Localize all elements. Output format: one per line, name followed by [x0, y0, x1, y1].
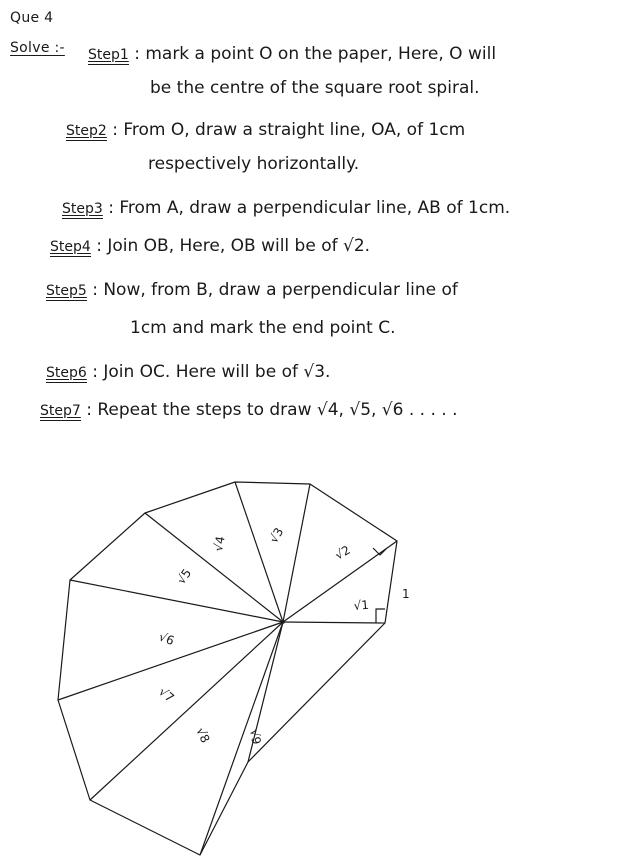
- center-point-o: [281, 620, 285, 624]
- label-sqrt-5: √5: [173, 566, 195, 587]
- step-4-line-1: Join OB, Here, OB will be of √2.: [107, 236, 371, 256]
- step-4-colon: :: [96, 236, 108, 256]
- step-7-label: Step7: [40, 403, 81, 419]
- radius-1: [283, 622, 385, 623]
- step-2-colon: :: [112, 120, 124, 140]
- step-2: [66, 120, 465, 140]
- radius-8: [90, 622, 283, 800]
- label-sqrt-9: √9: [247, 728, 264, 746]
- step-3: [62, 198, 510, 218]
- step-3-label: Step3: [62, 201, 103, 217]
- step-7-colon: :: [86, 400, 98, 420]
- label-sqrt-7: √7: [156, 684, 177, 706]
- right-angle-mark-1: [376, 609, 385, 623]
- step-3-colon: :: [108, 198, 120, 218]
- step-1-colon: :: [134, 44, 146, 64]
- solve-label: [10, 40, 65, 56]
- step-1: [88, 44, 496, 64]
- step-1-cont: [150, 78, 479, 98]
- step-6-line-1: Join OC. Here will be of √3.: [103, 362, 331, 382]
- step-6-colon: :: [92, 362, 104, 382]
- step-1-line-2: be the centre of the square root spiral.: [150, 78, 480, 98]
- side-label-1: 1: [402, 587, 410, 601]
- step-1-label: Step1: [88, 47, 129, 63]
- step-5-line-2: 1cm and mark the end point C.: [130, 318, 396, 338]
- step-2-line-1: From O, draw a straight line, OA, of 1cm: [123, 120, 466, 140]
- step-4: [50, 236, 370, 256]
- step-6-label: Step6: [46, 365, 87, 381]
- label-sqrt-1: √1: [353, 597, 370, 613]
- label-sqrt-3: √3: [266, 525, 287, 546]
- step-5-label: Step5: [46, 283, 87, 299]
- step-2-line-2: respectively horizontally.: [148, 154, 360, 174]
- radius-6: [70, 580, 283, 622]
- radius-4: [235, 482, 283, 622]
- step-5-line-1: Now, from B, draw a perpendicular line of: [103, 280, 458, 300]
- label-sqrt-2: √2: [332, 542, 353, 563]
- radius-3: [283, 484, 310, 622]
- label-sqrt-6: √6: [156, 629, 177, 649]
- step-6: [46, 362, 330, 382]
- step-7: [40, 400, 458, 420]
- step-3-line-1: From A, draw a perpendicular line, AB of 1cm.: [119, 198, 511, 218]
- square-root-spiral-diagram: [0, 470, 622, 868]
- step-1-line-1: mark a point O on the paper, Here, O will: [145, 44, 497, 64]
- step-5-colon: :: [92, 280, 104, 300]
- radius-5: [145, 513, 283, 622]
- step-4-label: Step4: [50, 239, 91, 255]
- step-5-cont: [130, 318, 396, 338]
- step-7-line-1: Repeat the steps to draw √4, √5, √6 . . . . .: [97, 400, 458, 420]
- step-2-label: Step2: [66, 123, 107, 139]
- step-5: [46, 280, 458, 300]
- label-sqrt-4: √4: [211, 535, 228, 553]
- question-number: Que 4: [10, 10, 54, 26]
- label-sqrt-8: √8: [193, 725, 213, 746]
- step-2-cont: [148, 154, 359, 174]
- solve-heading: Solve :-: [10, 40, 65, 56]
